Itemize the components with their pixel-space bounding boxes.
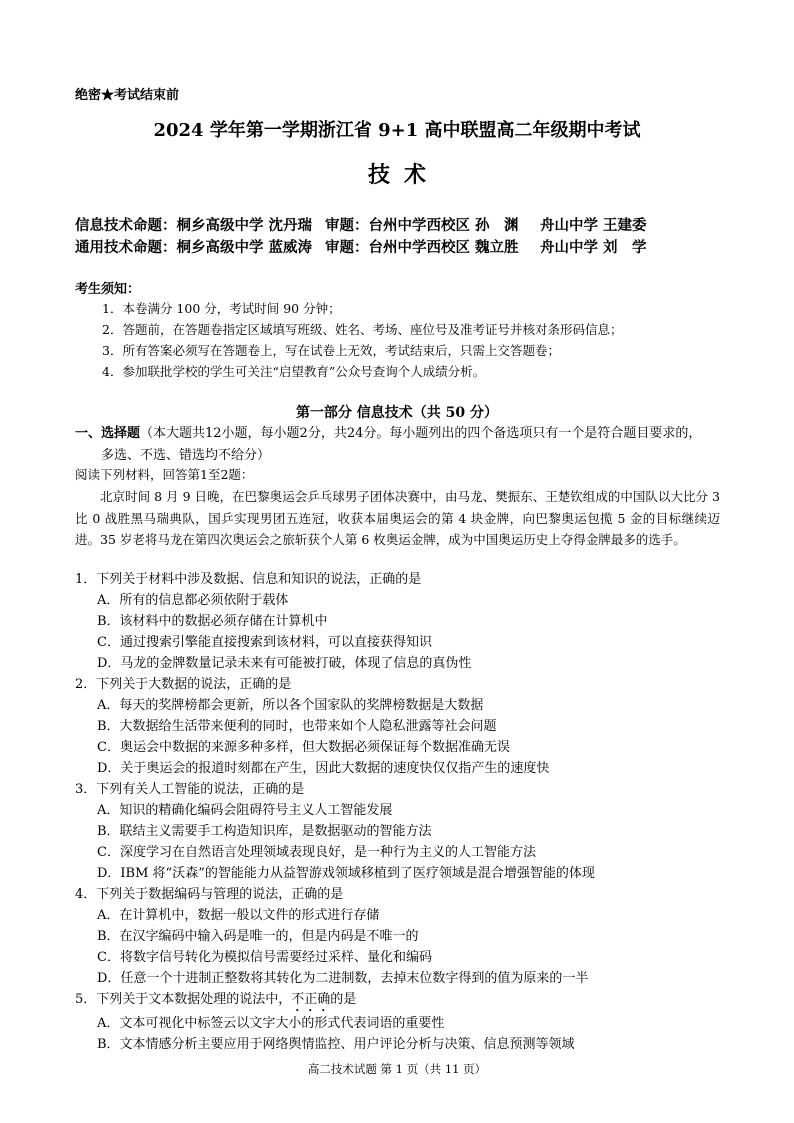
option: C．奥运会中数据的来源多种多样，但大数据必须保证每个数据准确无误 — [97, 740, 510, 755]
notice-heading: 考生须知： — [75, 282, 141, 297]
subject-title: 技术 — [367, 162, 440, 188]
section-description-cont: 多选、不选、错选均不给分） — [101, 448, 271, 463]
exam-title: 2024 学年第一学期浙江省 9+1 高中联盟高二年级期中考试 — [153, 120, 641, 141]
option: C．通过搜索引擎能直接搜索到该材料，可以直接获得知识 — [97, 635, 432, 650]
option: A．每天的奖牌榜都会更新，所以各个国家队的奖牌榜数据是大数据 — [97, 698, 484, 713]
credit-line-info-tech — [75, 214, 647, 235]
credit-line-general-tech — [75, 236, 647, 257]
question-stem: 2．下列关于大数据的说法，正确的是 — [75, 677, 292, 692]
question-stem — [75, 988, 356, 1015]
question-stem-end: 的是 — [330, 992, 357, 1007]
reading-material: 北京时间 8 月 9 日晚，在巴黎奥运会乒乓球男子团体决赛中，由马龙、樊振东、王楚钦组成的中国队以大比分 3 比 0 战胜黑马瑞典队，国乒实现男团五连冠，收获本届奥运会的第 4 块金牌，向巴黎奥运包揽 5 金的目标继续迈进。35 岁老将马龙在第四次奥运会之旅斩获个人第 6 枚奥运金牌，成为中国奥运历史上夺得金牌最多的选手。 — [75, 489, 720, 547]
credit-reviewer-2: 舟山中学 王建委 — [540, 218, 647, 234]
notice-item: 2．答题前，在答题卷指定区域填写班级、姓名、考场、座位号及准考证号并核对条形码信息； — [102, 322, 623, 337]
question-stem: 1．下列关于材料中涉及数据、信息和知识的说法，正确的是 — [75, 572, 422, 587]
credit-author: 信息技术命题：桐乡高级中学 沈丹瑞 — [75, 218, 313, 234]
option: C．深度学习在自然语言处理领域表现良好，是一种行为主义的人工智能方法 — [97, 845, 536, 860]
option: D．IBM 将“沃森”的智能能力从益智游戏领域移植到了医疗领域是混合增强智能的体现 — [97, 866, 595, 881]
section-description: （本大题共12小题，每小题2分，共24分。每小题列出的四个备选项只有一个是符合题目要求的， — [140, 426, 702, 441]
part-title: 第一部分 信息技术（共 50 分） — [295, 405, 499, 421]
notice-item: 4．参加联批学校的学生可关注“启望教育”公众号查询个人成绩分析。 — [102, 364, 486, 379]
credit-reviewer: 审题：台州中学西校区 魏立胜 — [325, 240, 519, 256]
question-stem: 3．下列有关人工智能的说法，正确的是 — [75, 782, 305, 797]
credit-reviewer-2: 舟山中学 刘 学 — [540, 240, 647, 256]
section-label: 一、选择题 — [75, 426, 141, 441]
option: A．在计算机中，数据一般以文件的形式进行存储 — [97, 908, 380, 923]
notice-item: 1．本卷满分 100 分，考试时间 90 分钟； — [102, 301, 341, 316]
credit-author: 通用技术命题：桐乡高级中学 蓝威涛 — [75, 240, 313, 256]
option: A．知识的精确化编码会阻碍符号主义人工智能发展 — [97, 803, 393, 818]
option: B．联结主义需要手工构造知识库，是数据驱动的智能方法 — [97, 824, 432, 839]
option: C．将数字信号转化为模拟信号需要经过采样、量化和编码 — [97, 950, 432, 965]
reading-prompt: 阅读下列材料，回答第1至2题： — [75, 467, 254, 482]
notice-item: 3．所有答案必须写在答题卷上，写在试卷上无效，考试结束后，只需上交答题卷； — [102, 343, 560, 358]
option: B．大数据给生活带来便利的同时，也带来如个人隐私泄露等社会问题 — [97, 719, 497, 734]
option: B．文本情感分析主要应用于网络舆情监控、用户评论分析与决策、信息预测等领域 — [97, 1037, 575, 1052]
question-stem-start: 5．下列关于文本数据处理的说法中， — [75, 992, 292, 1007]
option: A．所有的信息都必须依附于载体 — [97, 593, 289, 608]
page-footer: 高二技术试题 第 1 页（共 11 页） — [307, 1062, 487, 1076]
credit-reviewer: 审题：台州中学西校区 孙 渊 — [325, 218, 519, 234]
option: D．马龙的金牌数量记录未来有可能被打破，体现了信息的真伪性 — [97, 656, 472, 671]
option: B．该材料中的数据必须存储在计算机中 — [97, 614, 328, 629]
confidential-label: 绝密★考试结束前 — [75, 88, 180, 103]
emphasized-negation: 不正确 — [291, 992, 331, 1007]
option: A．文本可视化中标签云以文字大小的形式代表词语的重要性 — [97, 1016, 445, 1031]
section-heading — [75, 422, 701, 441]
option: D．任意一个十进制正整数将其转化为二进制数，去掉末位数字得到的值为原来的一半 — [97, 971, 589, 986]
question-stem: 4．下列关于数据编码与管理的说法，正确的是 — [75, 887, 344, 902]
option: D．关于奥运会的报道时刻都在产生，因此大数据的速度快仅仅指产生的速度快 — [97, 761, 550, 776]
option: B．在汉字编码中输入码是唯一的，但是内码是不唯一的 — [97, 929, 419, 944]
